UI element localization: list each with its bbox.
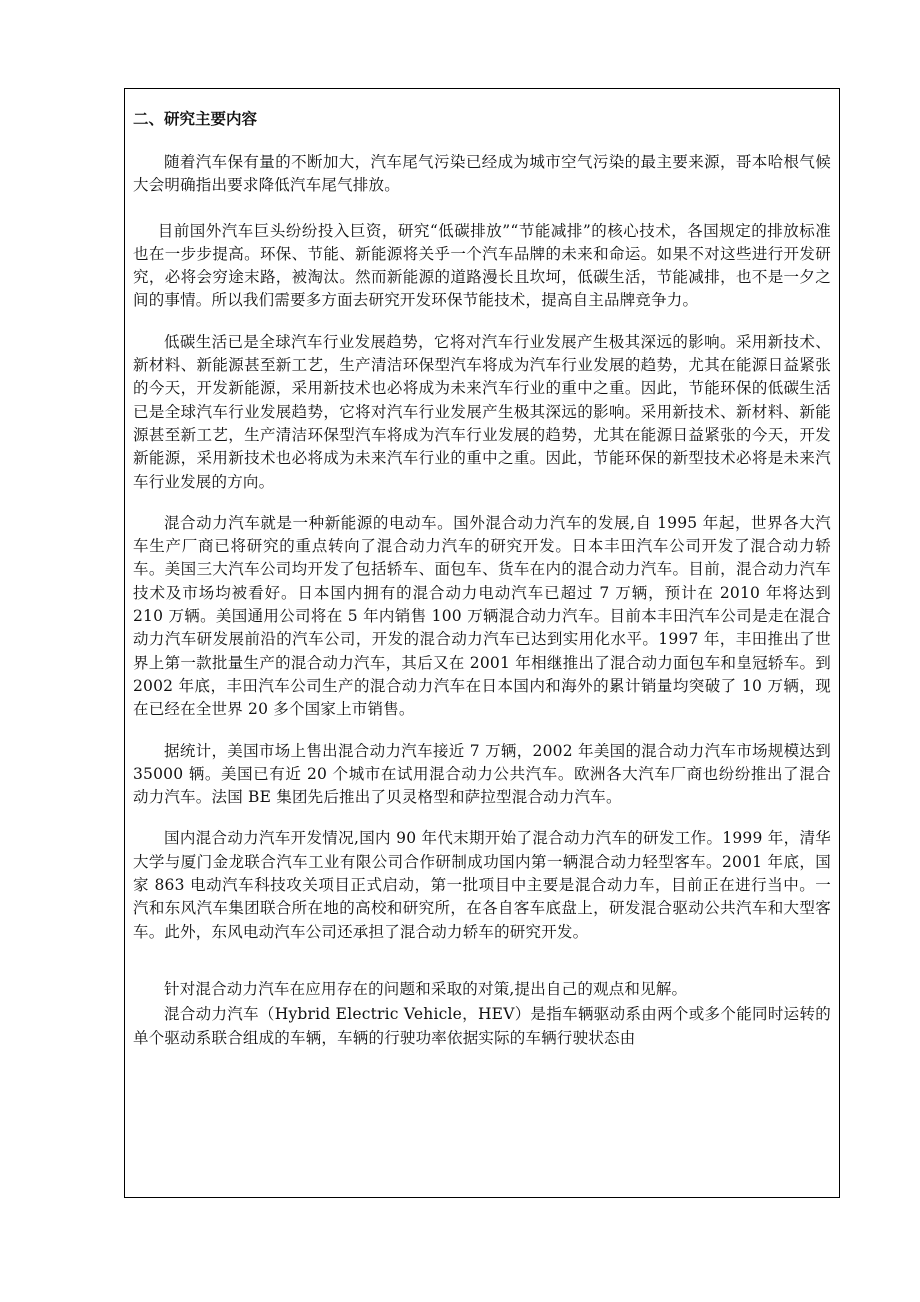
- paragraph-us-market: 据统计，美国市场上售出混合动力汽车接近 7 万辆，2002 年美国的混合动力汽车市场规模达到 35000 辆。美国已有近 20 个城市在试用混合动力公共汽车。欧洲各大汽车厂商也纷纷推出了混合动力汽车。法国 BE 集团先后推出了贝灵格型和萨拉型混合动力汽车。: [133, 741, 831, 807]
- paragraph-low-carbon-trend: 低碳生活已是全球汽车行业发展趋势，它将对汽车行业发展产生极其深远的影响。采用新技术、新材料、新能源甚至新工艺，生产清洁环保型汽车将成为汽车行业发展的趋势，尤其在能源日益紧张的今天，开发新能源，采用新技术也必将成为未来汽车行业的重中之重。因此，节能环保的低碳生活已是全球汽车行业发展趋势，它将对汽车行业发展产生极其深远的影响。采用新技术、新材料、新能源甚至新工艺，生产清洁环保型汽车将成为汽车行业发展的趋势，尤其在能源日益紧张的今天，开发新能源，采用新技术也必将成为未来汽车行业的重中之重。因此，节能环保的新型技术必将是未来汽车行业发展的方向。: [133, 332, 831, 491]
- paragraph-hev-definition: 混合动力汽车（Hybrid Electric Vehicle，HEV）是指车辆驱动系由两个或多个能同时运转的单个驱动系联合组成的车辆，车辆的行驶功率依据实际的车辆行驶状态由: [133, 1005, 831, 1047]
- paragraph-foreign-automakers: 目前国外汽车巨头纷纷投入巨资，研究“低碳排放”“节能减排”的核心技术，各国规定的排放标准也在一步步提高。环保、节能、新能源将关乎一个汽车品牌的未来和命运。如果不对这些进行开发研究，必将会穷途末路，被淘汰。然而新能源的道路漫长且坎坷，低碳生活，节能减排，也不是一夕之间的事情。所以我们需要多方面去研究开发环保节能技术，提高自主品牌竞争力。: [133, 221, 831, 310]
- paragraph-domestic-development: 国内混合动力汽车开发情况,国内 90 年代末期开始了混合动力汽车的研发工作。1999 年，清华大学与厦门金龙联合汽车工业有限公司合作研制成功国内第一辆混合动力轻型客车。2001 年底，国家 863 电动汽车科技攻关项目正式启动，第一批项目中主要是混合动力车，目前正在进行当中。一汽和东风汽车集团联合所在地的高校和研究所，在各自客车底盘上，研发混合驱动公共汽车和大型客车。此外，东风电动汽车公司还承担了混合动力轿车的研究开发。: [133, 829, 831, 941]
- paragraph-viewpoint-prompt: 针对混合动力汽车在应用存在的问题和采取的对策,提出自己的观点和见解。: [164, 979, 688, 998]
- document-content: [133, 107, 831, 1050]
- section-heading: 二、研究主要内容: [133, 110, 258, 128]
- paragraph-emissions-intro: 随着汽车保有量的不断加大，汽车尾气污染已经成为城市空气污染的最主要来源，哥本哈根气候大会明确指出要求降低汽车尾气排放。: [133, 153, 831, 195]
- document-table-cell: [124, 88, 840, 1198]
- paragraph-hybrid-overview: 混合动力汽车就是一种新能源的电动车。国外混合动力汽车的发展,自 1995 年起，世界各大汽车生产厂商已将研究的重点转向了混合动力汽车的研究开发。日本丰田汽车公司开发了混合动力轿车。美国三大汽车公司均开发了包括轿车、面包车、货车在内的混合动力汽车。目前，混合动力汽车技术及市场均被看好。日本国内拥有的混合动力电动汽车已超过 7 万辆，预计在 2010 年将达到 210 万辆。美国通用公司将在 5 年内销售 100 万辆混合动力汽车。目前本丰田汽车公司是走在混合动力汽车研发展前沿的汽车公司，开发的混合动力汽车已达到实用化水平。1997 年，丰田推出了世界上第一款批量生产的混合动力汽车，其后又在 2001 年相继推出了混合动力面包车和皇冠轿车。到 2002 年底，丰田汽车公司生产的混合动力汽车在日本国内和海外的累计销量均突破了 10 万辆，现在已经在全世界 20 多个国家上市销售。: [133, 513, 831, 719]
